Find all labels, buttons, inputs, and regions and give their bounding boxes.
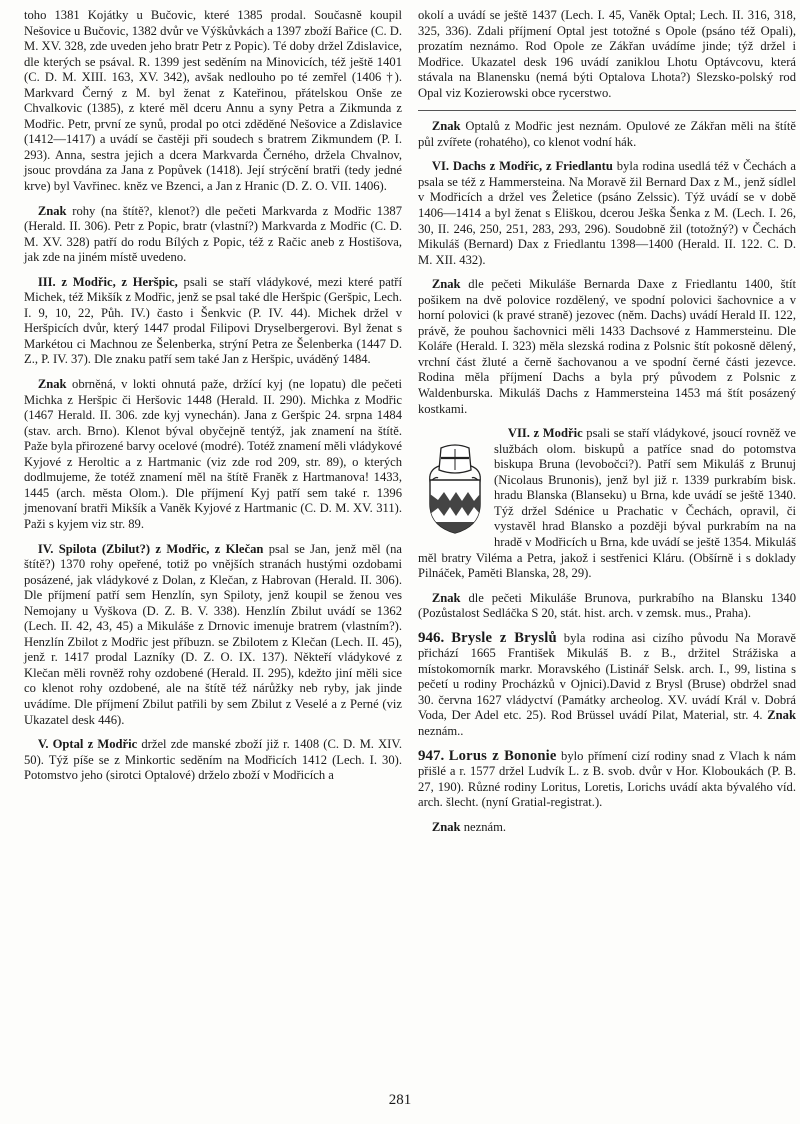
paragraph	[418, 119, 796, 150]
paragraph	[24, 737, 402, 784]
coat-of-arms-label: Znak	[431, 819, 461, 834]
coat-of-arms-label: Znak	[431, 590, 461, 605]
paragraph-text: okolí a uvádí se ještě 1437 (Lech. I. 45, Vaněk Optal; Lech. II. 316, 318, 325, 336). Zdali příjmení Optal jest totožné s Opole (psáno též Opali), prozatím neznámo. Rod Opole ze Zákřan uvádíme jinde; týž držel i Modřice. Ukazatel desk 196 uvádí zaniklou Lhotu Optávcovu, která stávala na Blanensku (nemá býti Optalova Lhota?) Slezsko-polský rod Opal viz Kozierowski obce rycerstwo.	[418, 8, 796, 100]
entry-number: 947.	[418, 747, 445, 764]
paragraph-text: toho 1381 Kojátky u Bučovic, které 1385 prodal. Současně koupil Nešovice u Bučovic, 1382 dvůr ve Výškůvkách a 1397 zboží Bařice (C. D. M. XV. 328, zde uveden jeho bratr Petr z Popic). Té doby držel Zdislavice, dle kterých se psával. R. 1399 jest seděním na Minovicích, též ještě 1401 (C. D. M. XIII. 163, XV. 342), avšak nedlouho po té zemřel (1406 †). Markvard Černý z M. byl ženat z Kateřinou, přátelskou Onše ze Chvalkovic (1385), z které měl dceru Annu a syny Petra a Zikmunda z Modřic. Petr, první ze synů, prodal po otci zděděné Nešovice a Zdislavice (1412—1417) a uvádí se častěji při soudech s bratrem Zikmundem (P. I. 293). Anna, sestra jejich a dcera Markvarda Černého, držela Chvalnov, jsouc provdána za Jana z Popůvek (1418). Její strýcění bratři (tedy jedné krve) byl Vavřinec. kněz ve Bzenci, a Jan z Hranic (D. Z. O. VII. 1406).	[24, 8, 402, 194]
coat-of-arms-icon	[424, 444, 486, 534]
divider	[418, 110, 796, 111]
paragraph	[418, 8, 796, 101]
paragraph-text: obrněná, v lokti ohnutá paže, držící kyj (ne lopatu) dle pečeti Michka z Heršpic či Heršovic 1448 (Herald. II. 290). Michka z Modřic (1467 Herald. II. 306. zde kyj vynechán). Jana z Geršpic 24. srpna 1484 (stav. arch. Brno). Klenot býval obyčejně tentýž, jak znamení na štítě. Paže byla přirozené barvy ocelové (modré). Totéž znamení měli vládykové Kyjové z Heroltic a z Hartmanic (viz zde rod 209, str. 89), o kterých dodlmujeme, že totéž znamení měl na štítě Franěk z Hartmanova! 1433, 1445 (arch. města Olom.). Dle příjmení Kyj patří sem také r. 1396 jmenovaní bratři Mikšík a Vaněk Kyjové z Hartmanic (C. D. M. XV. 311). Paži s kyjem viz str. 89.	[24, 377, 402, 531]
paragraph	[418, 159, 796, 268]
paragraph	[418, 277, 796, 417]
right-column	[418, 8, 796, 844]
paragraph	[24, 275, 402, 368]
paragraph-text: neznám..	[418, 723, 464, 738]
entry-946	[418, 631, 796, 740]
paragraph	[24, 542, 402, 729]
paragraph-text: byla rodina usedlá též v Čechách a psala se též z Hammersteina. Na Moravě žil Bernard Dax z M., jenž sídlel v Modřicích a držel ves Želetice (psáno Zelssic). Týž uvádí se v době 1406—1414 a byl ženat s Eliškou, dcerou Ješka Šenka z M. (Lech. I. 26, 30, II. 246, 250, 251, 283, 293, 296). Soudobně žil (totožný?) v Čechách Mikuláš (Bernard) Dax z Friedlantu 1398—1400 (Herald. II. 122. C. D. M. XII. 432).	[418, 159, 796, 267]
section-heading: III. z Modřic, z Heršpic,	[37, 274, 178, 289]
section-heading: VI. Dachs z Modřic, z Friedlantu	[431, 159, 613, 174]
page-number: 281	[388, 1092, 412, 1108]
coat-of-arms-label: Znak	[37, 203, 67, 218]
paragraph-text: Optalů z Modřic jest neznám. Opulové ze Zákřan měli na štítě půl zvířete (rohatého), co klenot vodní hák.	[418, 119, 796, 149]
left-column	[24, 8, 402, 793]
paragraph-text: bylo přímení cizí rodiny snad z Vlach k nám přišlé a r. 1577 držel Ludvík L. z B. svob. dvůr v Hor. Kloboukách (P. B. 27, 190). Různé rodiny Loritus, Loretis, Lorichs uvádí akta bývalého víd. arch. šlecht. (nyní Gratial-registrat.).	[418, 748, 797, 810]
entry-number: 946.	[418, 629, 445, 646]
paragraph-text: neznám.	[460, 819, 507, 834]
paragraph-text: dle pečeti Mikuláše Bernarda Daxe z Friedlantu 1400, štít pošikem na dvě polovice rozdělený, ve spodní polovici šachovnice a v horní polovici (k pravé straně) jezovec (něm. Dachs) uvádí Herald II. 122, právě, že pouhou šachovnici měli 1433 Dachsové z Hammersteinu. Dle Koláře (Herald. I. 323) měla slezská rodina z Polsnic štít pokosně dělený, vrchní část žluté a černě šachovanou a ve spodní černé části jezevce. Rodina měla příjmení Dachs a byla prý původem z Polsnic z Waldenburska. Mikuláš Dachs z Hammersteina 1453 má štít posázený kostkami.	[418, 277, 796, 416]
paragraph-text: psal se Jan, jenž měl (na štítě?) 1370 rohy opeřené, totiž po vnějších stranách hustými ozdobami posázené, jak vládykové z Dolan, z Klečan, z Habrovan (Herald. II. 306). Dle příjmení patří sem Henzlín, syn Spiloty, jenž koupil se ženou ves Nemojany u Vyškova (D. Z. B. V. 338). Henzlín Zbilut uvádí se 1362 (Lech. II. 42, 43, 45) a Mikuláše z Drnovic imenuje bratrem (vlastním?). Henzlín Zbilot z Modřic jest příbuzn. se Zbilotem z Klečan (Lech. II. 45), jenž r. 1417 prodal Lazníky (D. Z. O. IX. 137). Někteří vládykové z Klečan měli rovněž rohy ozdobené (Herald. II. 295), kdežto jiní měli sice co klenot rohy ozdobené, ale na štítě též nárůžky neb ryby, jak jinde uvádíme. Dle příjmení Zbilut patřili by sem Zbilut z Veselé a z Perné (viz Ukazatel desk 446).	[24, 541, 402, 727]
paragraph-text: dle pečeti Mikuláše Brunova, purkrabího na Blansku 1340 (Pozůstalost Sedláčka S 20, stát. hist. arch. v zemsk. mus., Praha).	[418, 590, 796, 621]
coat-of-arms-label: Znak	[37, 377, 67, 392]
coat-of-arms-label: Znak	[431, 119, 461, 134]
paragraph	[24, 204, 402, 266]
paragraph-text: držel zde manské zboží již r. 1408 (C. D. M. XIV. 50). Týž píše se z Minkortic seděním na Modřicích 1412 (Lech. I. 30). Potomstvo jeho (sirotci Optalové) drželo zboží v Modřicích a	[24, 737, 402, 783]
paragraph	[24, 377, 402, 532]
paragraph-text: psali se staří vládykové, mezi které patří Michek, též Mikšík z Modřic, jenž se psal také dle Heršpic (Geršpic, Lech. I. 9, 10, 22, Půh. IV.) často i Šenkvic (P. IV. 44). Michek držel v Heršpicích dvůr, který 1447 prodal Filipovi Dryselbergerovi. Byl ženat s Markétou ci Machnou ze Šelenberka, strýní Petra ze Šelenberka (1447 D. Z., P. IV. 37). Dle znaku patří sem také Jan z Heršpic, uváděný 1484.	[24, 274, 403, 367]
entry-heading: Brysle z Bryslů	[451, 629, 557, 646]
paragraph-text: rohy (na štítě?, klenot?) dle pečeti Markvarda z Modřic 1387 (Herald. II. 306). Petr z Popic, bratr (vlastní?) Markvarda z Modřic (C. D. M. XV. 328) patří do rodu Bílých z Popic, též z Račic aneb z Hostišova, jak zde na jiném místě uvedeno.	[24, 203, 402, 265]
entry-heading: Lorus z Bononie	[448, 747, 557, 764]
coat-of-arms-label: Znak	[767, 708, 796, 723]
section-heading: IV. Spilota (Zbilut?) z Modřic, z Klečan	[37, 541, 264, 556]
paragraph	[24, 8, 402, 195]
entry-947	[418, 749, 796, 811]
modric-section	[418, 426, 796, 581]
paragraph	[418, 591, 796, 622]
paragraph-text: psali se staří vládykové, jsoucí rovněž ve službách olom. biskupů a patříce snad do potomstva biskupa Bruna (levobočci?). Patří sem Mikuláš z Brunuj (Nicolaus Brunonis), jenž byl již r. 1339 purkrabím bisk. hradu Blanska (Blanseku) u Brna, kde uvádí se ještě 1340. Týž držel Sdénice u Prachatic v Čechách, opravil, či vystavěl hrad Blansko a později býval purkrabím na na hradě v Modřicích u Brna, kde uvádí se ještě 1354. Mikuláš měl bratry Viléma a Petra, jakož i sestřenici Kláru. (Obšírně i s doklady Pilnáček, Paměti Blanska, 28, 29).	[418, 426, 796, 581]
paragraph-text: byla rodina asi cizího původu Na Moravě přichází 1665 František Mikuláš B. z B., držitel Strážiska a místokomorník markr. Moravského (Listinář Selsk. arch. I., 99, listina s pečetí u rodiny Procházků v Ojnici).David z Brysl (Bruse) obdržel snad 30. června 1627 vládyctví (Památky archeolog. XV. uvádí Král v. Dobrá Voda, Der Adel etc. 25). Rod Brüssel uvádí Pilat, Material, str. 4.	[418, 630, 796, 723]
section-heading: V. Optal z Modřic	[37, 737, 138, 752]
section-heading: VII. z Modřic	[507, 426, 583, 441]
coat-of-arms-label: Znak	[431, 277, 461, 292]
paragraph	[418, 820, 796, 836]
